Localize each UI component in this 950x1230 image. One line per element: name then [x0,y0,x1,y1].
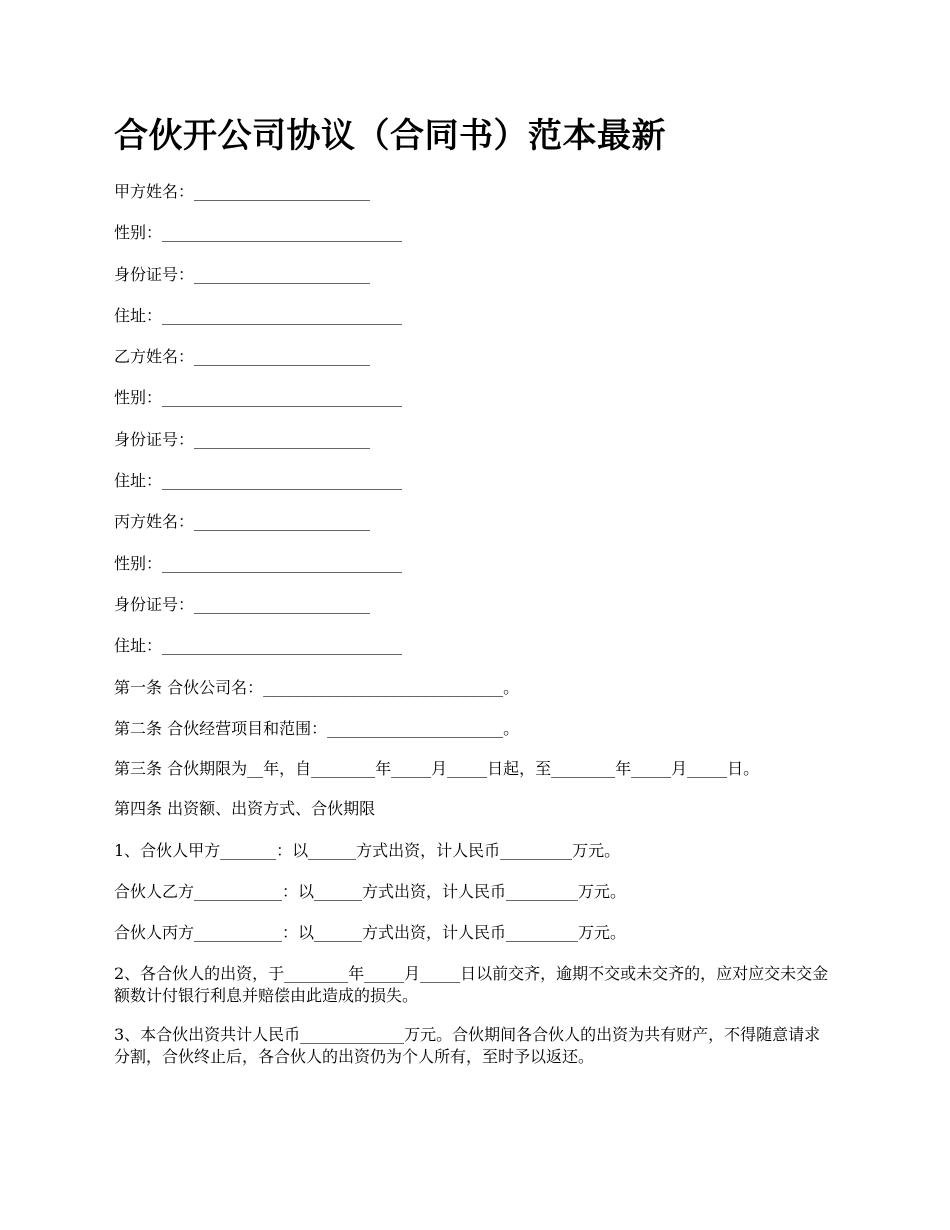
party-a-gender-field: 性别：______________________________ [114,223,403,243]
contribution-deadline-clause: 2、各合伙人的出资，于________年_____月_____日以前交齐，逾期不交或未交齐的，应对应交未交金额数计付银行利息并赔偿由此造成的损失。 [114,963,829,1005]
party-a-name-field: 甲方姓名：______________________ [114,182,371,201]
party-b-name-field: 乙方姓名：______________________ [114,347,371,367]
article-4-heading: 第四条 出资额、出资方式、合伙期限 [114,799,376,819]
party-c-address-field: 住址：______________________________ [114,636,403,656]
party-c-id-field: 身份证号：______________________ [114,594,371,614]
party-c-name-field: 丙方姓名：______________________ [114,512,371,532]
contribution-party-b: 合伙人乙方___________：以______方式出资，计人民币_________万元。 [114,882,627,902]
article-1-company-name: 第一条 合伙公司名：______________________________。 [114,677,520,697]
document-title: 合伙开公司协议（合同书）范本最新 [114,116,666,156]
party-a-address-field: 住址：______________________________ [114,305,403,325]
contribution-party-c: 合伙人丙方___________：以______方式出资，计人民币_________万元。 [114,923,627,943]
party-b-gender-field: 性别：______________________________ [114,388,403,408]
article-3-partnership-term: 第三条 合伙期限为__年，自________年_____月_____日起，至________年_____月_____日。 [114,759,760,779]
contribution-party-a: 1、合伙人甲方_______：以______方式出资，计人民币_________万元。 [114,840,621,860]
party-b-address-field: 住址：______________________________ [114,471,403,491]
party-c-gender-field: 性别：______________________________ [114,553,403,573]
article-2-business-scope: 第二条 合伙经营项目和范围：______________________。 [114,718,520,738]
party-a-id-field: 身份证号：______________________ [114,264,371,284]
party-b-id-field: 身份证号：______________________ [114,429,371,449]
contribution-total-clause: 3、本合伙出资共计人民币_____________万元。合伙期间各合伙人的出资为共有财产，不得随意请求分割，合伙终止后，各合伙人的出资仍为个人所有，至时予以返还。 [114,1024,821,1066]
document-page [114,112,836,1085]
